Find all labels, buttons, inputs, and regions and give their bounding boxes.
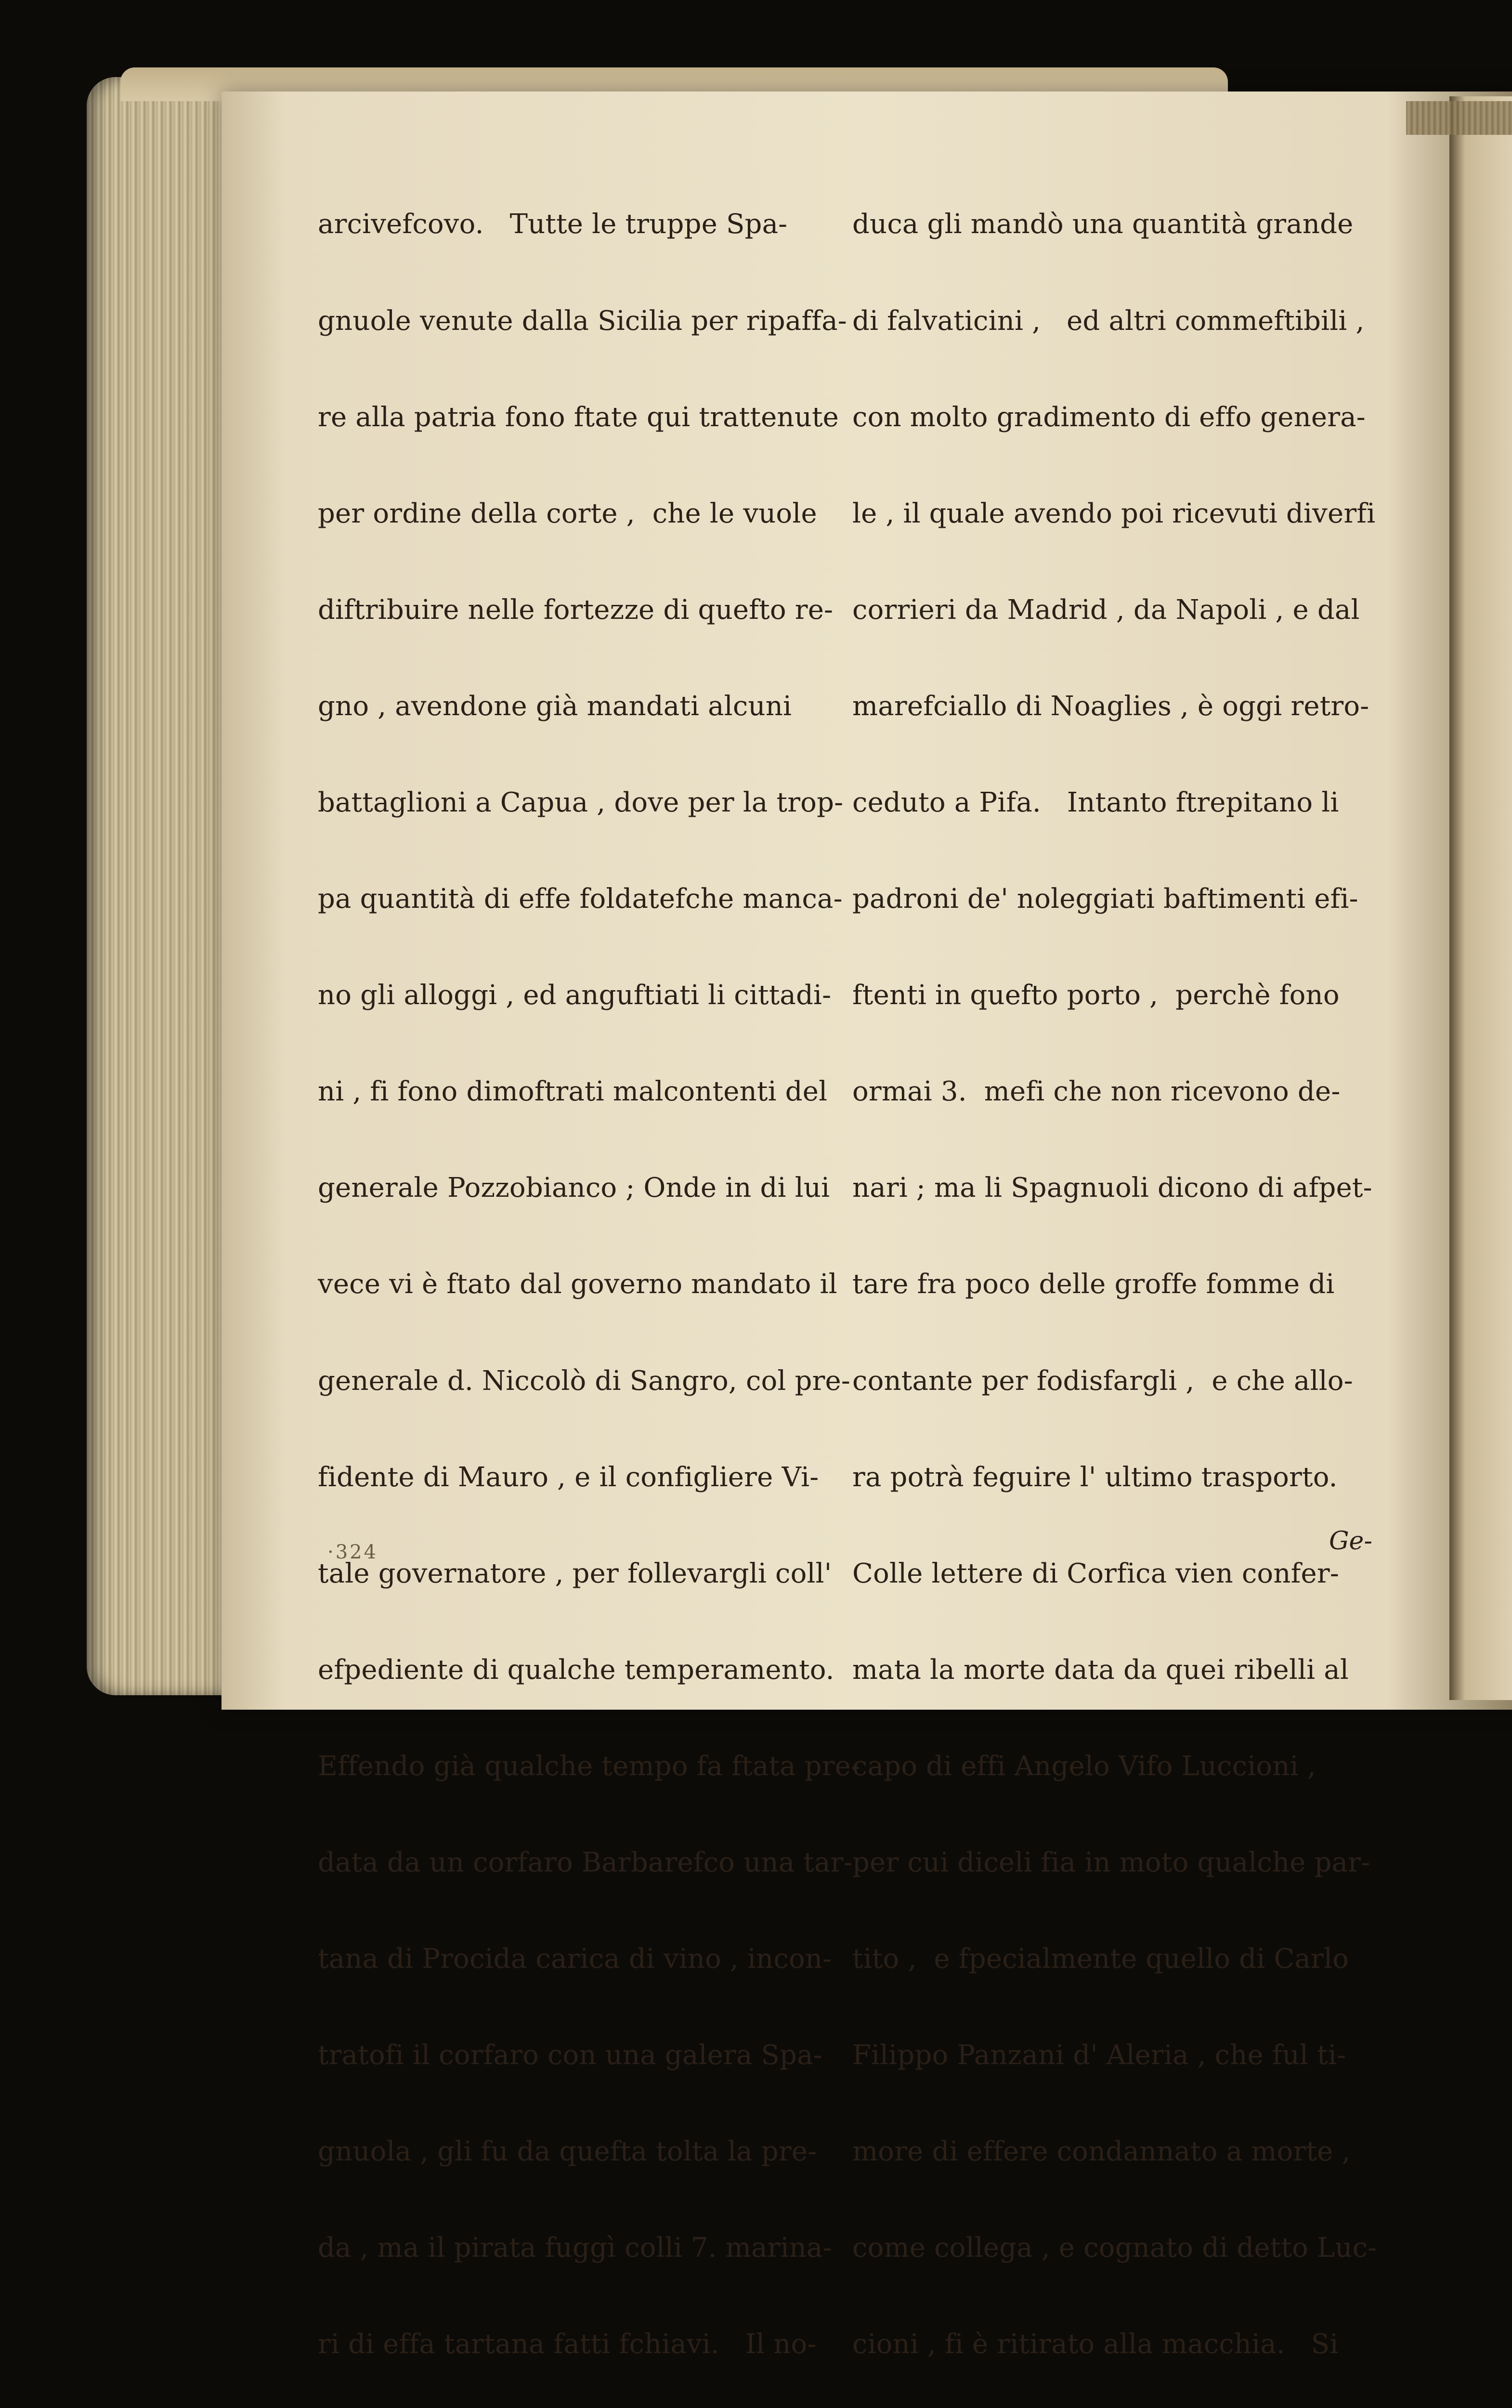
text-line: ceduto a Pifa. Intanto ftrepitano li bbox=[852, 786, 1339, 818]
text-line: tito , e fpecialmente quello di Carlo bbox=[852, 1943, 1349, 1975]
text-line: le , il quale avendo poi ricevuti diverfi bbox=[852, 497, 1376, 529]
text-line: Effendo già qualche tempo fa ftata pre- bbox=[318, 1750, 860, 1782]
text-line: generale d. Niccolò di Sangro, col pre- bbox=[318, 1365, 851, 1397]
text-line: tana di Procida carica di vino , incon- bbox=[318, 1943, 832, 1975]
text-line: data da un corfaro Barbarefco una tar- bbox=[318, 1847, 853, 1878]
text-line: no gli alloggi , ed anguftiati li cittadi- bbox=[318, 980, 832, 1011]
text-line: corrieri da Madrid , da Napoli , e dal bbox=[852, 594, 1360, 626]
text-line: ormai 3. mefi che non ricevono de- bbox=[852, 1076, 1341, 1108]
text-line: per cui diceli fia in moto qualche par- bbox=[852, 1847, 1370, 1878]
catchword: Ge- bbox=[1329, 1527, 1372, 1556]
text-line: vece vi è ftato dal governo mandato il bbox=[318, 1269, 837, 1300]
text-line: more di effere condannato a morte , bbox=[852, 2136, 1351, 2168]
text-line: con molto gradimento di effo genera- bbox=[852, 401, 1366, 433]
text-line: generale Pozzobianco ; Onde in di lui bbox=[318, 1172, 830, 1204]
text-line: Colle lettere di Corfica vien confer- bbox=[852, 1557, 1339, 1589]
text-line: di falvaticini , ed altri commeftibili , bbox=[852, 305, 1365, 337]
left-text-column bbox=[318, 144, 860, 2408]
text-line: efpediente di qualche temperamento. bbox=[318, 1654, 834, 1686]
text-line: mata la morte data da quei ribelli al bbox=[852, 1654, 1349, 1686]
text-line: da , ma il pirata fuggì colli 7. marina- bbox=[318, 2232, 832, 2264]
text-line: cioni , fi è ritirato alla macchia. Si bbox=[852, 2329, 1339, 2360]
binding-thread bbox=[1406, 101, 1512, 135]
text-line: arcivefcovo. Tutte le truppe Spa- bbox=[318, 209, 788, 240]
text-line: tare fra poco delle groffe fomme di bbox=[852, 1269, 1335, 1300]
right-text-column bbox=[852, 144, 1377, 2408]
text-line: come collega , e cognato di detto Luc- bbox=[852, 2232, 1377, 2264]
text-line: gnuole venute dalla Sicilia per ripaffa- bbox=[318, 305, 847, 337]
text-line: ra potrà feguire l' ultimo trasporto. bbox=[852, 1461, 1338, 1493]
text-line: tale governatore , per follevargli coll' bbox=[318, 1557, 832, 1589]
facing-page-edge bbox=[1449, 96, 1512, 1700]
text-line: diftribuire nelle fortezze di quefto re- bbox=[318, 594, 834, 626]
text-line: marefciallo di Noaglies , è oggi retro- bbox=[852, 690, 1369, 722]
text-line: padroni de' noleggiati baftimenti efi- bbox=[852, 883, 1358, 915]
text-line: gno , avendone già mandati alcuni bbox=[318, 690, 792, 722]
text-line: battaglioni a Capua , dove per la trop- bbox=[318, 786, 844, 818]
text-line: ftenti in quefto porto , perchè fono bbox=[852, 980, 1340, 1011]
text-line: ri di effa tartana fatti fchiavi. Il no- bbox=[318, 2329, 817, 2360]
text-line: duca gli mandò una quantità grande bbox=[852, 209, 1354, 240]
text-line: per ordine della corte , che le vuole bbox=[318, 497, 817, 529]
text-line: ni , fi fono dimoftrati malcontenti del bbox=[318, 1076, 828, 1108]
text-line: re alla patria fono ftate qui trattenute bbox=[318, 401, 839, 433]
text-line: gnuola , gli fu da quefta tolta la pre- bbox=[318, 2136, 817, 2168]
text-line: fidente di Mauro , e il configliere Vi- bbox=[318, 1461, 819, 1493]
text-line: tratofi il corfaro con una galera Spa- bbox=[318, 2040, 822, 2071]
text-line: capo di effi Angelo Vifo Luccioni , bbox=[852, 1750, 1316, 1782]
text-line: nari ; ma li Spagnuoli dicono di afpet- bbox=[852, 1172, 1372, 1204]
signature-mark: ·324 bbox=[327, 1541, 378, 1563]
text-line: contante per fodisfargli , e che allo- bbox=[852, 1365, 1353, 1397]
page-stack-edges bbox=[87, 77, 231, 1695]
text-line: pa quantità di effe foldatefche manca- bbox=[318, 883, 843, 915]
text-line: Filippo Panzani d' Aleria , che ful ti- bbox=[852, 2040, 1346, 2071]
